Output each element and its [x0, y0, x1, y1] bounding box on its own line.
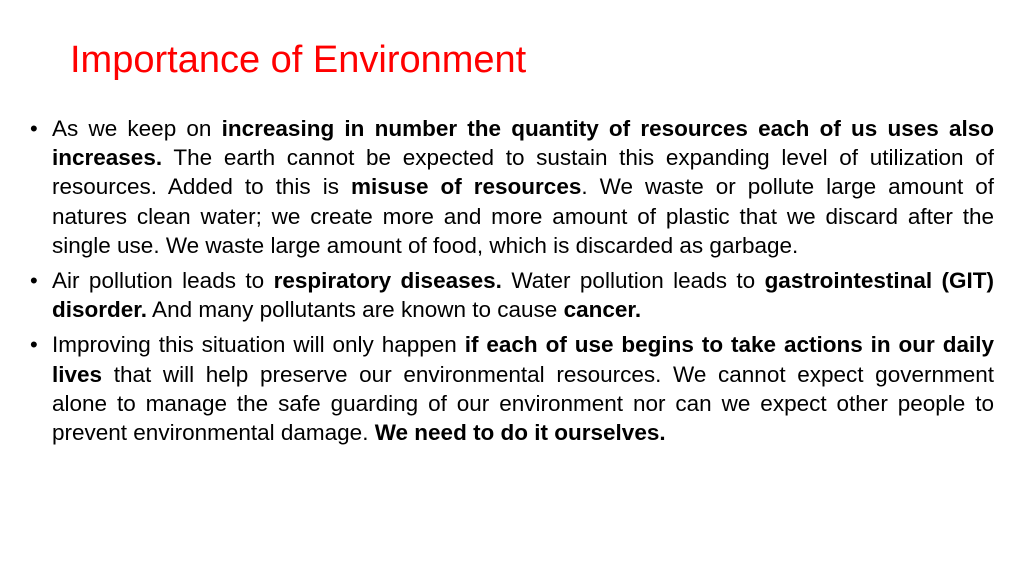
bullet-text	[52, 268, 994, 322]
bullet-text	[52, 116, 994, 258]
bold-segment: respiratory diseases.	[273, 268, 502, 294]
slide-title: Importance of Environment	[70, 39, 527, 81]
text-segment: The earth cannot be expected to sustain this expanding level of utilization of resources. Added to this is	[52, 145, 994, 200]
bullet-item	[30, 330, 994, 447]
bold-segment: We need to do it ourselves.	[374, 420, 666, 446]
text-segment: And many pollutants are known to cause	[147, 297, 564, 323]
text-segment: that will help preserve our environmental resources. We cannot expect government alone to manage the safe guarding of our environment nor can we expect other people to prevent environmental damage.	[52, 361, 994, 446]
bold-segment: gastrointestinal (GIT) disorder.	[52, 268, 995, 323]
bullet-item	[30, 266, 994, 324]
bold-segment: increasing in number the quantity of resources each of us uses also increases.	[52, 116, 994, 171]
bold-segment: misuse of resources	[350, 174, 582, 200]
text-segment: Air pollution leads to	[52, 268, 274, 294]
text-segment: Improving this situation will only happen	[52, 332, 465, 358]
bullet-dot-icon: •	[30, 268, 38, 294]
bullet-text	[52, 332, 994, 445]
bold-segment: if each of use begins to take actions in our daily lives	[52, 332, 994, 387]
bold-segment: cancer.	[563, 297, 642, 323]
text-segment: Water pollution leads to	[501, 268, 765, 294]
bullet-item	[30, 114, 994, 260]
bullet-dot-icon: •	[30, 332, 38, 358]
text-segment: As we keep on	[52, 116, 222, 141]
bullet-list	[30, 114, 994, 453]
text-segment: . We waste or pollute large amount of natures clean water; we create more and more amount of plastic that we discard after the single use. We waste large amount of food, which is discarded as garbage.	[52, 174, 994, 258]
bullet-dot-icon: •	[30, 116, 38, 141]
